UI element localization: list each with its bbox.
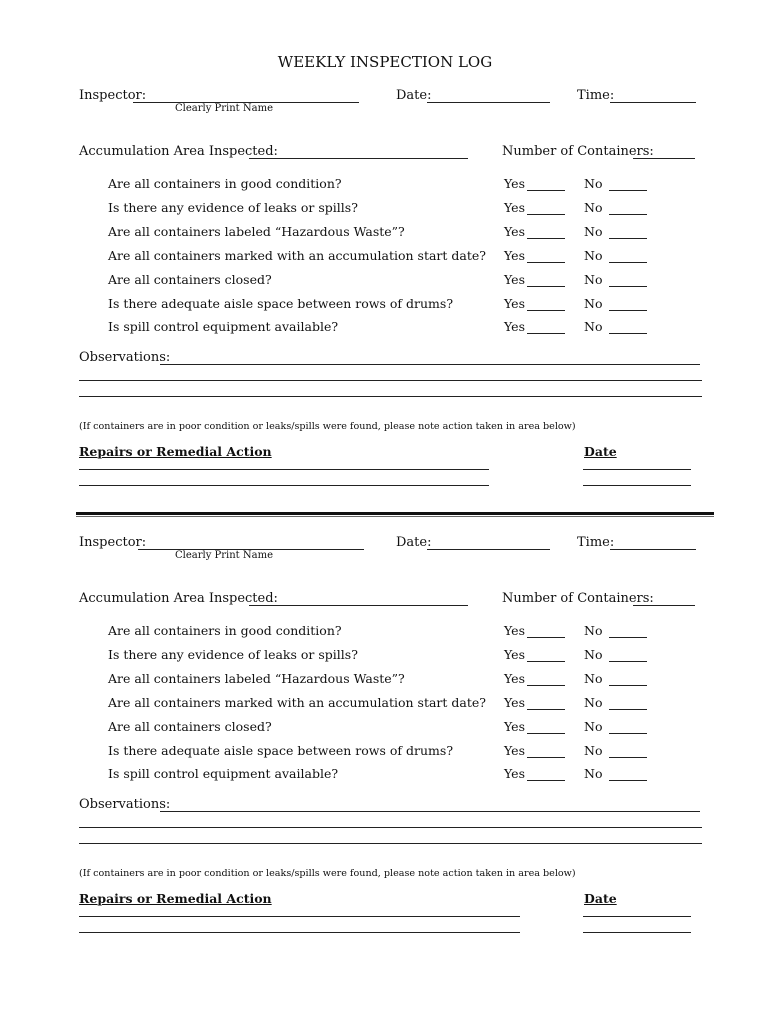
section-divider (76, 512, 714, 515)
yes-label: Yes (504, 646, 525, 662)
no-answer-field[interactable] (609, 310, 647, 311)
repairs-date-line-2[interactable] (583, 932, 691, 933)
no-label: No (584, 694, 603, 710)
yes-answer-field[interactable] (527, 333, 565, 334)
question-text: Are all containers closed? (108, 718, 272, 734)
time-label: Time: (577, 88, 615, 103)
yes-answer-field[interactable] (527, 733, 565, 734)
repairs-line-1[interactable] (79, 469, 489, 470)
question-text: Are all containers marked with an accumulation start date? (108, 247, 486, 263)
yes-label: Yes (504, 670, 525, 686)
no-label: No (584, 742, 603, 758)
repairs-date-line-2[interactable] (583, 485, 691, 486)
time-field[interactable] (610, 102, 696, 103)
print-name-hint: Clearly Print Name (175, 103, 273, 114)
no-answer-field[interactable] (609, 661, 647, 662)
no-label: No (584, 223, 603, 239)
yes-answer-field[interactable] (527, 190, 565, 191)
yes-answer-field[interactable] (527, 757, 565, 758)
yes-answer-field[interactable] (527, 214, 565, 215)
yes-label: Yes (504, 694, 525, 710)
area-field[interactable] (249, 605, 468, 606)
yes-label: Yes (504, 623, 525, 638)
no-label: No (584, 199, 603, 215)
no-label: No (584, 670, 603, 686)
containers-field[interactable] (633, 158, 695, 159)
no-answer-field[interactable] (609, 286, 647, 287)
area-label: Accumulation Area Inspected: (79, 144, 278, 159)
no-answer-field[interactable] (609, 214, 647, 215)
yes-label: Yes (504, 176, 525, 191)
question-text: Are all containers labeled “Hazardous Waste”? (108, 223, 405, 239)
yes-label: Yes (504, 718, 525, 734)
yes-answer-field[interactable] (527, 637, 565, 638)
inspector-label: Inspector: (79, 535, 147, 550)
area-field[interactable] (249, 158, 468, 159)
no-answer-field[interactable] (609, 190, 647, 191)
no-answer-field[interactable] (609, 709, 647, 710)
yes-label: Yes (504, 247, 525, 263)
yes-answer-field[interactable] (527, 262, 565, 263)
yes-label: Yes (504, 199, 525, 215)
containers-label: Number of Containers: (502, 144, 654, 159)
yes-answer-field[interactable] (527, 661, 565, 662)
no-label: No (584, 623, 603, 638)
repairs-date-header: Date (584, 444, 617, 459)
no-answer-field[interactable] (609, 333, 647, 334)
area-label: Accumulation Area Inspected: (79, 591, 278, 606)
observations-field[interactable] (160, 364, 700, 365)
repairs-date-header: Date (584, 891, 617, 906)
question-text: Is spill control equipment available? (108, 319, 339, 335)
yes-answer-field[interactable] (527, 238, 565, 239)
repairs-date-line-1[interactable] (583, 916, 691, 917)
no-label: No (584, 271, 603, 287)
observations-label: Observations: (79, 797, 171, 812)
yes-label: Yes (504, 742, 525, 758)
repairs-line-1[interactable] (79, 916, 520, 917)
no-answer-field[interactable] (609, 757, 647, 758)
date-label: Date: (396, 535, 432, 550)
inspector-label: Inspector: (79, 88, 147, 103)
containers-field[interactable] (633, 605, 695, 606)
action-note: (If containers are in poor condition or leaks/spills were found, please note action taken in area below) (79, 421, 576, 432)
time-field[interactable] (610, 549, 696, 550)
yes-label: Yes (504, 223, 525, 239)
no-label: No (584, 319, 603, 335)
repairs-header: Repairs or Remedial Action (79, 891, 272, 906)
yes-answer-field[interactable] (527, 685, 565, 686)
no-answer-field[interactable] (609, 733, 647, 734)
repairs-header: Repairs or Remedial Action (79, 444, 272, 459)
no-label: No (584, 295, 603, 311)
question-text: Are all containers closed? (108, 271, 272, 287)
observations-label: Observations: (79, 350, 171, 365)
repairs-line-2[interactable] (79, 485, 489, 486)
no-label: No (584, 718, 603, 734)
question-text: Is spill control equipment available? (108, 766, 339, 782)
action-note: (If containers are in poor condition or leaks/spills were found, please note action taken in area below) (79, 868, 576, 879)
repairs-line-2[interactable] (79, 932, 520, 933)
no-answer-field[interactable] (609, 238, 647, 239)
no-answer-field[interactable] (609, 780, 647, 781)
no-label: No (584, 766, 603, 782)
date-label: Date: (396, 88, 432, 103)
question-text: Is there adequate aisle space between rows of drums? (108, 295, 454, 311)
question-text: Are all containers in good condition? (108, 176, 342, 191)
yes-answer-field[interactable] (527, 709, 565, 710)
observations-line-2[interactable] (79, 380, 702, 381)
yes-answer-field[interactable] (527, 286, 565, 287)
no-answer-field[interactable] (609, 685, 647, 686)
observations-field[interactable] (160, 811, 700, 812)
section-divider-thin (76, 516, 714, 517)
no-label: No (584, 176, 603, 191)
no-answer-field[interactable] (609, 637, 647, 638)
question-text: Are all containers marked with an accumulation start date? (108, 694, 486, 710)
print-name-hint: Clearly Print Name (175, 550, 273, 561)
yes-label: Yes (504, 271, 525, 287)
containers-label: Number of Containers: (502, 591, 654, 606)
question-text: Is there adequate aisle space between rows of drums? (108, 742, 454, 758)
no-label: No (584, 247, 603, 263)
date-field[interactable] (427, 102, 550, 103)
observations-line-3[interactable] (79, 843, 702, 844)
repairs-date-line-1[interactable] (583, 469, 691, 470)
observations-line-3[interactable] (79, 396, 702, 397)
question-text: Are all containers in good condition? (108, 623, 342, 638)
date-field[interactable] (427, 549, 550, 550)
no-label: No (584, 646, 603, 662)
observations-line-2[interactable] (79, 827, 702, 828)
question-text: Is there any evidence of leaks or spills? (108, 646, 358, 662)
question-text: Are all containers labeled “Hazardous Waste”? (108, 670, 405, 686)
yes-label: Yes (504, 766, 525, 782)
question-text: Is there any evidence of leaks or spills? (108, 199, 358, 215)
yes-label: Yes (504, 319, 525, 335)
yes-label: Yes (504, 295, 525, 311)
time-label: Time: (577, 535, 615, 550)
yes-answer-field[interactable] (527, 310, 565, 311)
yes-answer-field[interactable] (527, 780, 565, 781)
no-answer-field[interactable] (609, 262, 647, 263)
page-title: WEEKLY INSPECTION LOG (277, 53, 493, 71)
